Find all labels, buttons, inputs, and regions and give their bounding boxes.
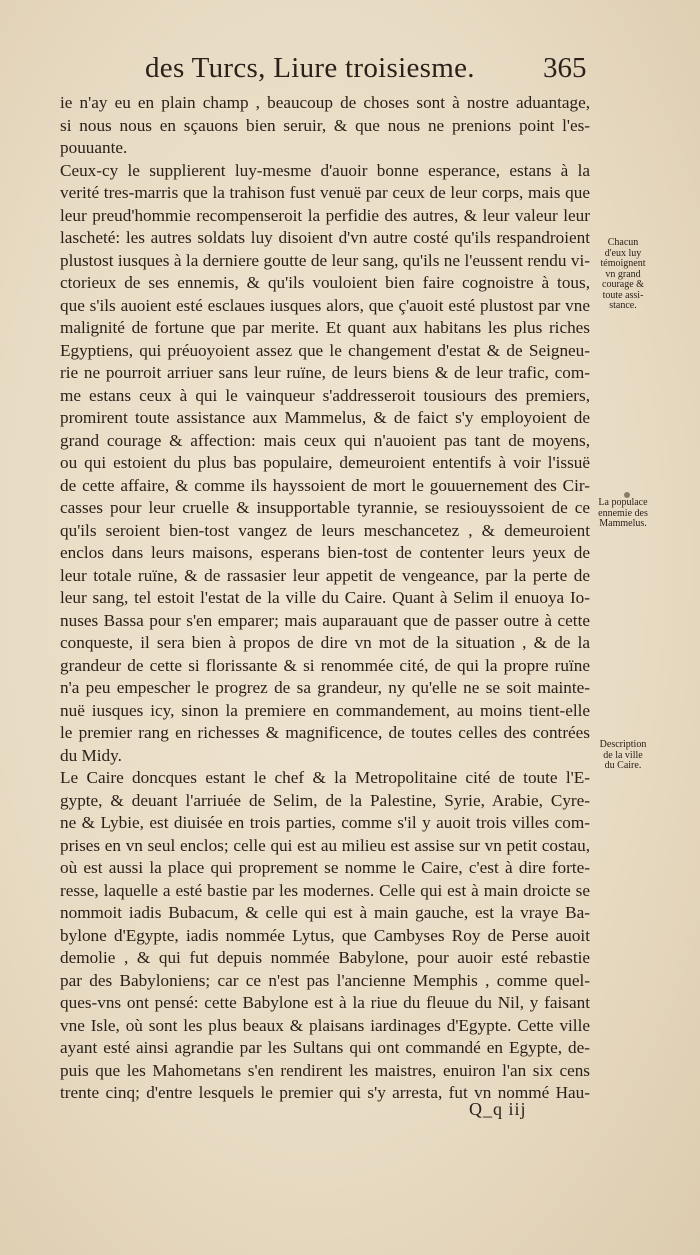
text-line: si nous nous en sçauons bien seruir, & que nous ne prenions point l'es- — [60, 115, 590, 135]
text-line: nuses Bassa pour s'en emparer; mais auparauant que de passer outre à cette — [60, 610, 590, 630]
text-line: demolie , & qui fut depuis nommée Babylone, pour auoir esté rebastie — [60, 948, 590, 967]
text-line: lascheté: les autres soldats luy disoient d'vn autre costé qu'ils respandroient — [60, 228, 590, 247]
margin-note-line: d'eux luy — [604, 247, 642, 259]
margin-note-line: ennemie des — [598, 507, 648, 519]
margin-note-line: courage & — [602, 279, 644, 290]
text-line: resse, laquelle a esté bastie par les modernes. Celle qui est à main droicte se — [60, 880, 590, 900]
margin-note-populace — [593, 498, 653, 530]
margin-note-line: La populace — [598, 497, 648, 508]
signature-mark: Q_q iij — [469, 1099, 527, 1119]
text-line: bylone d'Egypte, iadis nommée Lytus, que Cambyses Roy de Perse auoit — [60, 925, 590, 945]
text-line: de cette affaire, & comme ils hayssoient de mort le gouuernement des Cir- — [60, 475, 590, 495]
text-line: ques-vns ont pensé: cette Babylone est à la riue du fleuue du Nil, y faisant — [60, 993, 590, 1012]
text-line: le premier rang en richesses & magnificence, de toutes celles des contrées — [60, 723, 590, 742]
text-line: plustost iusques à la derniere goutte de leur sang, qu'ils ne l'eussent rendu vi- — [60, 250, 590, 270]
margin-note-line: stance. — [609, 300, 637, 311]
text-line: Ceux-cy le supplierent luy-mesme d'auoir bonne esperance, estans à la — [60, 160, 590, 180]
text-line: ne & Lybie, est diuisée en trois parties, comme s'il y auoit trois villes com- — [60, 813, 590, 832]
text-line: vne Isle, où sont les plus beaux & plaisans iardinages d'Egypte. Cette ville — [60, 1015, 590, 1035]
text-line: verité tres-marris que la trahison fust venuë par ceux de leur corps, mais que — [60, 183, 590, 202]
text-line: ou qui estoient du plus bas populaire, demeuroient ententifs à voir l'issuë — [60, 453, 590, 472]
text-line: leur preud'hommie recompenseroit la perfidie des autres, & leur valeur leur — [60, 205, 590, 225]
text-line: malignité de fortune que par merite. Et quant aux habitans les plus riches — [60, 318, 590, 337]
margin-note-line: du Caire. — [604, 760, 642, 771]
text-line: grandeur de cette si florissante & si renommée cité, de qui la propre ruïne — [60, 655, 590, 675]
text-line: ie n'ay eu en plain champ , beaucoup de choses sont à nostre aduantage, — [60, 93, 590, 112]
text-line: que s'ils auoient esté esclaues iusques alors, que ç'auoit esté plustost par vne — [60, 295, 590, 315]
text-line: par des Babyloniens; car ce n'est pas l'ancienne Memphis , comme quel- — [60, 970, 590, 990]
margin-note-description — [593, 740, 653, 772]
margin-note-line: vn grand — [605, 268, 641, 280]
text-line: casses pour leur cruelle & insupportable tyrannie, se resiouyssoient de ce — [60, 498, 590, 517]
margin-note-line: Chacun — [607, 237, 639, 248]
margin-note-courage — [593, 238, 653, 312]
margin-note-line: toute assi- — [602, 289, 644, 301]
text-line: pouuante. — [60, 138, 128, 157]
text-line: ayant esté ainsi agrandie par les Sultans qui ont commandé en Egypte, de- — [60, 1038, 590, 1057]
text-line: grand courage & affection: mais ceux qui n'auoient pas tant de moyens, — [60, 430, 590, 450]
text-line: nuë iusques icy, sinon la premiere en commandement, au moins tient-elle — [60, 700, 590, 720]
text-line: me estans ceux à qui le vainqueur s'addresseroit tousiours des premiers, — [60, 385, 590, 405]
margin-note-line: Mammelus. — [599, 518, 647, 529]
text-line: Egyptiens, qui préuoyoient assez que le changement d'estat & de Seigneu- — [60, 340, 590, 360]
text-line: où est aussi la place qui proprement se nomme le Caire, c'est à dire forte- — [60, 858, 590, 877]
text-line: leur sang, tel estoit l'estat de la ville du Caire. Quant à Selim il enuoya Io- — [60, 588, 590, 607]
text-line: puis que les Mahometans s'en rendirent les maistres, enuiron l'an six cens — [60, 1060, 590, 1080]
text-line: trente cinq; d'entre lesquels le premier qui s'y arresta, fut vn nommé Hau- — [60, 1083, 590, 1102]
text-line: n'a peu empescher le progrez de sa grandeur, ny qu'elle ne se soit mainte- — [60, 678, 590, 697]
margin-note-line: Description — [599, 739, 647, 750]
page-number: 365 — [543, 52, 587, 84]
text-line: ctorieux de ses ennemis, & qu'ils vouloient bien faire cognoistre à tous, — [60, 273, 590, 292]
text-line: prises en vn seul enclos; celle qui est au milieu est assise sur vn petit costau, — [60, 835, 590, 855]
text-line: gypte, & deuant l'arriuée de Selim, de la Palestine, Syrie, Arabie, Cyre- — [60, 790, 590, 810]
running-title: des Turcs, Liure troisiesme. — [145, 52, 475, 84]
text-line: rie ne pourroit arriuer sans leur ruïne, de leurs biens & de leur trafic, com- — [60, 363, 590, 382]
text-line: enclos dans leurs maisons, esperans bien-tost de contenter leurs yeux de — [60, 543, 590, 562]
text-line: qu'ils seroient bien-tost vangez de leurs meschancetez , & demeuroient — [60, 520, 590, 540]
text-line: conqueste, il sera bien à propos de dire vn mot de la situation , & de la — [60, 633, 590, 652]
text-line: leur totale ruïne, & de rassasier leur appetit de vengeance, par la perte de — [60, 565, 590, 585]
text-line: promirent toute assistance aux Mammelus, & de faict s'y employoient de — [60, 408, 590, 427]
page-header — [0, 52, 700, 92]
text-line: Le Caire doncques estant le chef & la Metropolitaine cité de toute l'E- — [60, 768, 590, 787]
margin-note-line: de la ville — [603, 749, 643, 761]
margin-note-line: témoignent — [600, 258, 646, 269]
text-line: nommoit iadis Bubacum, & celle qui est à main gauche, est la vraye Ba- — [60, 903, 590, 922]
text-line: du Midy. — [60, 745, 122, 765]
body-text — [60, 92, 590, 1105]
